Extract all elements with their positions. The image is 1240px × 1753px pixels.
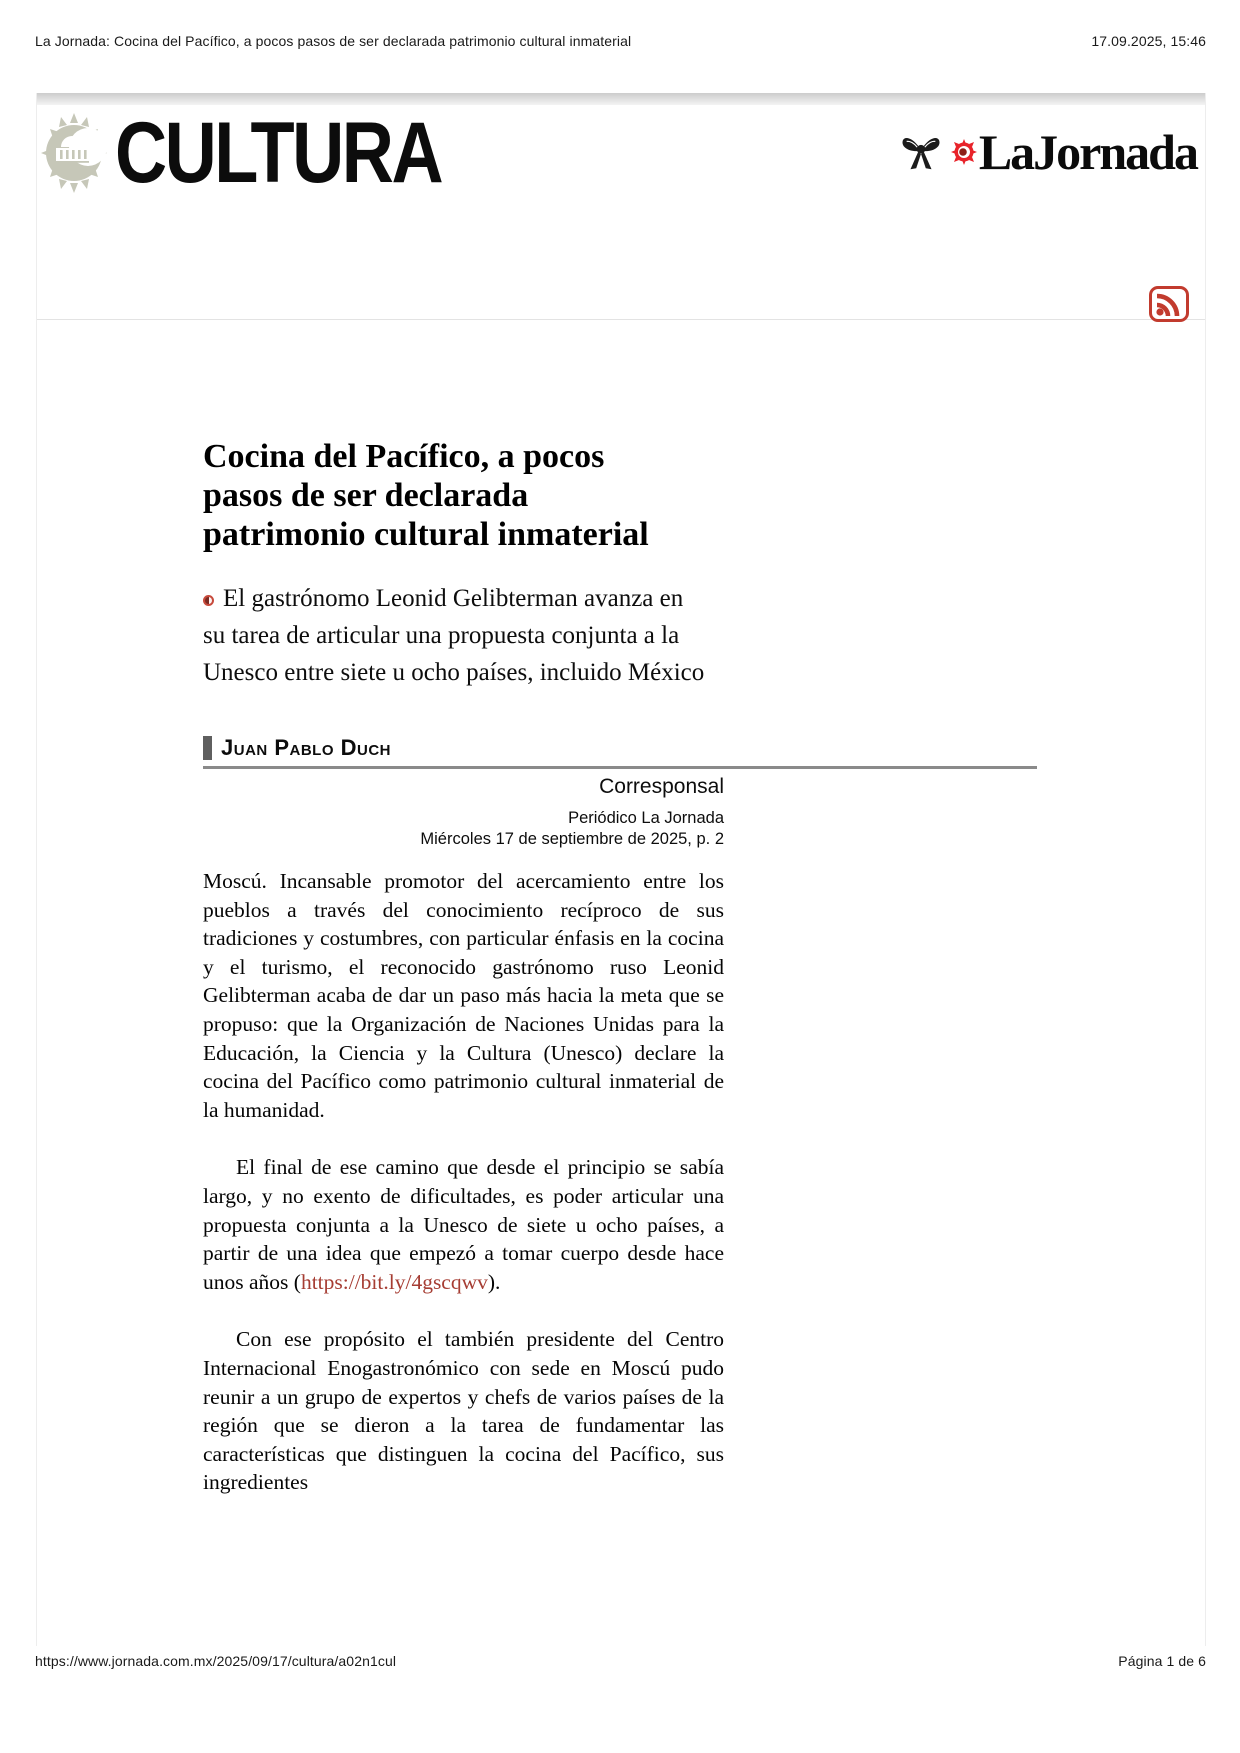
- section-header: [39, 105, 503, 201]
- credit-date-page: Miércoles 17 de septiembre de 2025, p. 2: [420, 830, 724, 848]
- inline-link[interactable]: https://bit.ly/4gscqwv: [300, 1269, 488, 1294]
- print-footer-page: Página 1 de 6: [1118, 1653, 1206, 1669]
- lede-text: El gastrónomo Leonid Gelibterman avanza en su tarea de articular una propuesta conjunta a la Unesco entre siete u ocho países, incluido México: [203, 585, 705, 686]
- article-body: [203, 867, 724, 1497]
- print-header-title: La Jornada: Cocina del Pacífico, a pocos pasos de ser declarada patrimonio cultural inmaterial: [35, 33, 632, 49]
- sun-building-logo-icon: [39, 111, 109, 195]
- print-footer: [35, 1653, 1206, 1669]
- print-header: [35, 33, 1206, 49]
- page-sheet: [36, 93, 1206, 1646]
- section-title: CULTURA: [115, 105, 442, 201]
- print-footer-url: https://www.jornada.com.mx/2025/09/17/cultura/a02n1cul: [35, 1653, 397, 1669]
- paragraph: Moscú. Incansable promotor del acercamiento entre los pueblos a través del conocimiento recíproco de sus tradiciones y costumbres, con particular énfasis en la cocina y el turismo, el reconocido gastrónomo ruso Leonid Gelibterman acaba de dar un paso más hacia la meta que se propuso: que la Organización de Naciones Unidas para la Educación, la Ciencia y la Cultura (Unesco) declare la cocina del Pacífico como patrimonio cultural inmaterial de la humanidad.: [203, 869, 724, 1122]
- author-role: Corresponsal: [599, 775, 724, 798]
- brand-logo: [899, 124, 1197, 180]
- rss-button[interactable]: [1149, 286, 1189, 322]
- brand-wordmark: LaJornada: [978, 124, 1197, 180]
- masthead: [37, 105, 1205, 320]
- credit-publication: Periódico La Jornada: [568, 809, 724, 827]
- masthead-gradient-bar: [37, 93, 1205, 105]
- article: [203, 437, 724, 1497]
- byline-bar-icon: [203, 736, 212, 760]
- sun-icon: [951, 139, 977, 165]
- article-title: Cocina del Pacífico, a pocos pasos de ser declarada patrimonio cultural inmaterial: [203, 438, 649, 553]
- paragraph: El final de ese camino que desde el principio se sabía largo, y no exento de dificultades, es poder articular una propuesta conjunta a la Unesco de siete u ocho países, a partir de una idea que empezó a tomar cuerpo desde hace unos años (https://bit.ly/4gscqwv).: [203, 1155, 724, 1294]
- credit-block: [203, 808, 724, 850]
- article-lede: [203, 580, 709, 691]
- bow-icon: [899, 130, 943, 174]
- bullet-icon: [203, 595, 214, 606]
- paragraph: Con ese propósito el también presidente del Centro Internacional Enogastronómico con sede en Moscú pudo reunir a un grupo de expertos y chefs de varios países de la región que se dieron a la tarea de fundamentar las características que distinguen la cocina del Pacífico, sus ingredientes: [203, 1327, 724, 1495]
- byline-rule: [203, 735, 1037, 769]
- byline: [203, 735, 1037, 766]
- print-header-datetime: 17.09.2025, 15:46: [1091, 33, 1206, 49]
- author-name: Juan Pablo Duch: [221, 735, 392, 760]
- rss-icon: [1149, 286, 1189, 322]
